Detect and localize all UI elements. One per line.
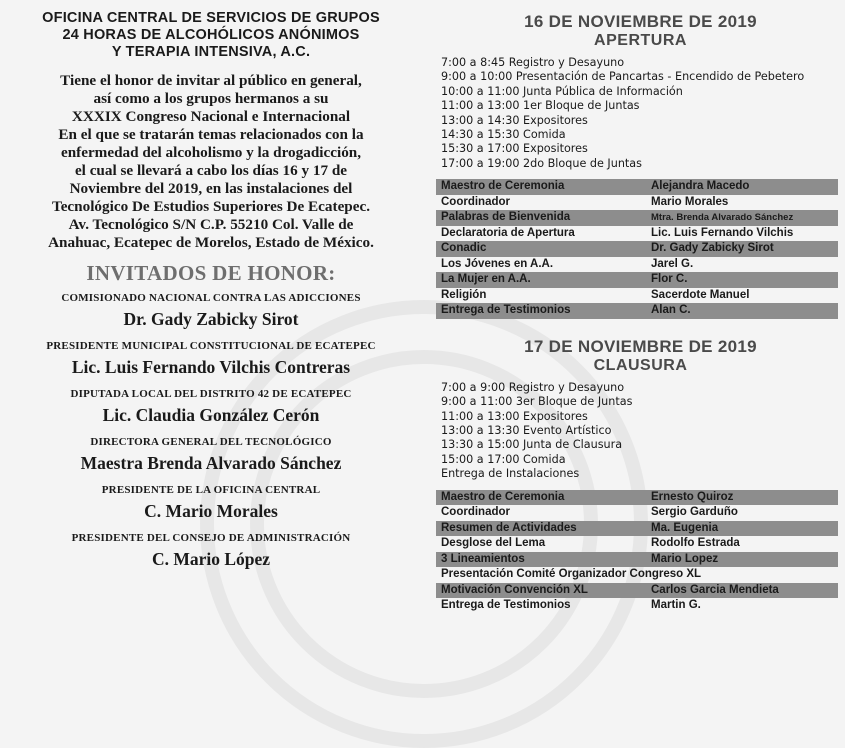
role-cell: Resumen de Actividades	[436, 521, 646, 537]
intro-line: enfermedad del alcoholismo y la drogadicción,	[60, 144, 362, 161]
intro-line: Tecnológico De Estudios Superiores De Ecatepec.	[51, 198, 371, 215]
guest-name: C. Mario Morales	[144, 501, 278, 521]
intro-line: En el que se tratarán temas relacionados con la	[58, 126, 364, 143]
person-cell: Dr. Gady Zabicky Sirot	[646, 241, 838, 257]
table-row	[436, 241, 838, 257]
guest-role: PRESIDENTE MUNICIPAL CONSTITUCIONAL DE ECATEPEC	[46, 340, 376, 352]
guest-role: PRESIDENTE DE LA OFICINA CENTRAL	[101, 484, 321, 496]
person-cell: Carlos Garcia Mendieta	[646, 583, 838, 599]
schedule-item: Entrega de Instalaciones	[441, 467, 580, 481]
intro-line: así como a los grupos hermanos a su	[93, 90, 329, 107]
day1-subtitle: APERTURA	[594, 32, 687, 49]
table-row	[436, 195, 838, 211]
table-row	[436, 179, 838, 195]
schedule-item: 15:00 a 17:00 Comida	[441, 452, 566, 466]
table-row	[436, 521, 838, 537]
guest-name: Lic. Luis Fernando Vilchis Contreras	[71, 357, 351, 377]
table-row	[436, 490, 838, 506]
role-cell: Coordinador	[441, 506, 510, 519]
role-cell: Conadic	[436, 241, 646, 257]
org-line: OFICINA CENTRAL DE SERVICIOS DE GRUPOS	[42, 10, 380, 26]
schedule-item: 9:00 a 11:00 3er Bloque de Juntas	[441, 395, 633, 409]
day2-roles-table	[436, 490, 838, 614]
day2-section	[436, 337, 845, 614]
role-cell: Palabras de Bienvenida	[436, 210, 646, 226]
guest-name: Maestra Brenda Alvarado Sánchez	[80, 453, 342, 473]
guest-name: Dr. Gady Zabicky Sirot	[123, 309, 299, 329]
table-row	[436, 552, 838, 568]
role-cell: Entrega de Testimonios	[436, 303, 646, 319]
table-row	[436, 505, 838, 521]
schedule-item: 15:30 a 17:00 Expositores	[441, 142, 588, 156]
guest-name: C. Mario López	[151, 549, 271, 569]
person-cell: Mario Morales	[651, 195, 729, 208]
role-cell: Motivación Convención XL	[436, 583, 646, 599]
person-cell: Rodolfo Estrada	[651, 537, 740, 550]
role-cell: Entrega de Testimonios	[441, 599, 571, 612]
schedule-item: 14:30 a 15:30 Comida	[441, 128, 566, 142]
table-row	[436, 210, 838, 226]
day1-title: 16 DE NOVIEMBRE DE 2019	[524, 12, 757, 31]
organization-name	[0, 10, 422, 61]
role-cell: Maestro de Ceremonia	[436, 490, 646, 506]
table-row	[436, 536, 838, 552]
role-cell: Maestro de Ceremonia	[436, 179, 646, 195]
intro-line: XXXIX Congreso Nacional e Internacional	[71, 108, 351, 125]
guest-name: Lic. Claudia González Cerón	[102, 405, 320, 425]
intro-line: Anahuac, Ecatepec de Morelos, Estado de México.	[48, 234, 374, 251]
person-cell: Sacerdote Manuel	[651, 288, 750, 301]
schedule-item: 9:00 a 10:00 Presentación de Pancartas - Encendido de Pebetero	[441, 70, 805, 84]
table-row	[436, 226, 838, 242]
intro-line: Noviembre del 2019, en las instalaciones del	[69, 180, 353, 197]
person-cell: Lic. Luis Fernando Vilchis	[651, 226, 794, 239]
person-cell: Mario Lopez	[646, 552, 838, 568]
role-cell: Declaratoria de Apertura	[441, 226, 575, 239]
schedule-item: 13:30 a 15:00 Junta de Clausura	[441, 438, 623, 452]
schedule-item: 10:00 a 11:00 Junta Pública de Información	[441, 84, 683, 98]
guest-role: DIRECTORA GENERAL DEL TECNOLÓGICO	[90, 436, 332, 448]
role-cell: Religión	[441, 288, 487, 301]
person-cell: Ma. Eugenia	[646, 521, 838, 537]
day1-section	[436, 12, 845, 319]
day2-subtitle: CLAUSURA	[593, 356, 688, 374]
day2-title: 17 DE NOVIEMBRE DE 2019	[524, 336, 757, 356]
role-cell: Desglose del Lema	[441, 537, 546, 550]
schedule-item: 17:00 a 19:00 2do Bloque de Juntas	[441, 156, 642, 170]
person-cell: Flor C.	[646, 272, 838, 288]
person-cell: Jarel G.	[651, 257, 694, 270]
person-cell: Sergio Garduño	[651, 506, 738, 519]
intro-line: Av. Tecnológico S/N C.P. 55210 Col. Valle de	[68, 216, 354, 233]
person-cell: Martin G.	[651, 599, 701, 612]
person-cell: Alejandra Macedo	[646, 179, 838, 195]
table-row	[436, 598, 838, 614]
right-column	[436, 0, 845, 648]
honor-guests-heading: INVITADOS DE HONOR:	[86, 261, 336, 285]
intro-line: Tiene el honor de invitar al público en general,	[60, 72, 362, 89]
role-cell: La Mujer en A.A.	[436, 272, 646, 288]
role-cell: Presentación Comité Organizador Congreso XL	[441, 568, 702, 581]
role-cell: Los Jóvenes en A.A.	[441, 257, 554, 270]
schedule-item: 13:00 a 13:30 Evento Artístico	[441, 423, 612, 437]
table-row	[436, 303, 838, 319]
left-column	[0, 0, 422, 648]
person-cell: Ernesto Quiroz	[646, 490, 838, 506]
person-cell: Mtra. Brenda Alvarado Sánchez	[646, 210, 838, 226]
day2-schedule	[441, 381, 845, 482]
table-row	[436, 288, 838, 304]
day1-roles-table	[436, 179, 838, 319]
role-cell: 3 Lineamientos	[436, 552, 646, 568]
table-row	[436, 257, 838, 273]
guest-role: COMISIONADO NACIONAL CONTRA LAS ADICCIONES	[61, 292, 361, 304]
day1-schedule	[441, 56, 845, 171]
schedule-item: 7:00 a 9:00 Registro y Desayuno	[441, 380, 625, 394]
table-row	[436, 567, 838, 583]
schedule-item: 11:00 a 13:00 Expositores	[441, 409, 588, 423]
guest-role: PRESIDENTE DEL CONSEJO DE ADMINISTRACIÓN	[71, 532, 351, 544]
person-cell: Alan C.	[646, 303, 838, 319]
role-cell: Coordinador	[441, 195, 510, 208]
org-line: 24 HORAS DE ALCOHÓLICOS ANÓNIMOS	[62, 27, 360, 43]
table-row	[436, 583, 838, 599]
schedule-item: 11:00 a 13:00 1er Bloque de Juntas	[441, 99, 640, 113]
intro-line: el cual se llevará a cabo los días 16 y 17 de	[74, 162, 348, 179]
schedule-item: 13:00 a 14:30 Expositores	[441, 113, 588, 127]
guest-role: DIPUTADA LOCAL DEL DISTRITO 42 DE ECATEPEC	[70, 388, 352, 400]
org-line: Y TERAPIA INTENSIVA, A.C.	[111, 44, 311, 60]
schedule-item: 7:00 a 8:45 Registro y Desayuno	[441, 56, 625, 69]
table-row	[436, 272, 838, 288]
invitation-text	[0, 72, 422, 252]
